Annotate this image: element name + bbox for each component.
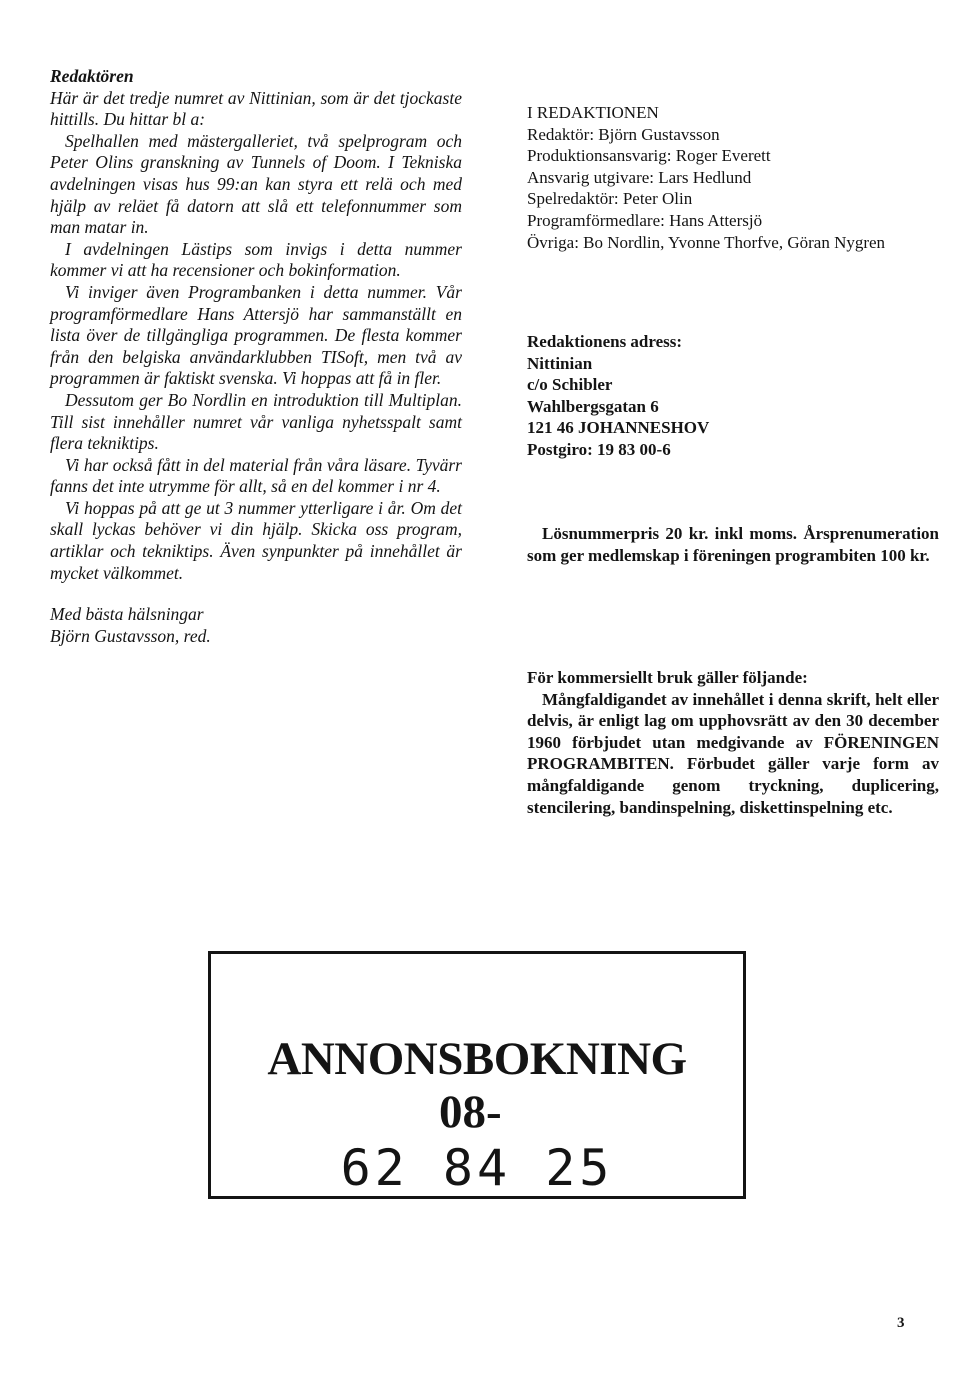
- editorial-heading: Redaktören: [50, 66, 134, 86]
- editorial-closing: Med bästa hälsningar: [50, 604, 204, 625]
- editorial-paragraph: Vi hoppas på att ge ut 3 nummer ytterligare i år. Om det skall lyckas behöver vi din hjälp. Skicka oss program, artiklar och tekniktips. Även synpunkter på innehållet är mycket välkommet.: [50, 497, 462, 583]
- staff-line: Ansvarig utgivare: Lars Hedlund: [527, 167, 752, 187]
- staff-line: Övriga: Bo Nordlin, Yvonne Thorfve, Göran Nygren: [527, 232, 886, 252]
- copyright-section: [527, 667, 939, 818]
- ad-title: ANNONSBOKNING: [267, 1033, 687, 1085]
- staff-line: Programförmedlare: Hans Attersjö: [527, 210, 763, 230]
- address-line: Nittinian: [527, 353, 593, 373]
- ad-box: [208, 951, 746, 1199]
- editorial-paragraph: Vi inviger även Programbanken i detta nummer. Vår programförmedlare Hans Attersjö har sammanställt en lista över de tillgängliga programmen. De flesta kommer från den belgiska användarklubben TISoft, men två av programmen är faktiskt svenska. Vi hoppas att få in fler.: [50, 281, 462, 389]
- address-heading: Redaktionens adress:: [527, 332, 683, 351]
- staff-line: Spelredaktör: Peter Olin: [527, 189, 693, 209]
- ad-phone-prefix: 08-: [439, 1086, 502, 1138]
- copyright-heading: För kommersiellt bruk gäller följande:: [527, 668, 808, 687]
- staff-line: Produktionsansvarig: Roger Everett: [527, 146, 771, 166]
- editorial-paragraph: Spelhallen med mästergalleriet, två spelprogram och Peter Olins granskning av Tunnels of Doom. I Tekniska avdelningen visas hus 99:an kan styra ett relä och med hjälp av reläet få datorn att slå ett telefonnummer som man matar in.: [50, 130, 462, 238]
- address-section: [527, 331, 945, 461]
- copyright-text: Mångfaldigandet av innehållet i denna skrift, helt eller delvis, är enligt lag om upphovsrätt av den 30 december 1960 förbjudet utan medgivande av FÖRENINGEN PROGRAMBITEN. Förbudet gäller varje form av mångfaldigande genom tryckning, duplicering, stencilering, bandinspelning, diskettinspelning etc.: [527, 689, 939, 817]
- editorial-paragraph: Här är det tredje numret av Nittinian, som är det tjockaste hittills. Du hittar bl a:: [50, 87, 462, 130]
- ad-phone-number: 62 84 25: [340, 1139, 614, 1197]
- page-number: 3: [897, 1315, 905, 1331]
- staff-heading: I REDAKTIONEN: [527, 103, 659, 122]
- staff-section: [527, 102, 945, 253]
- address-line: c/o Schibler: [527, 375, 613, 395]
- address-line: Wahlbergsgatan 6: [527, 396, 659, 416]
- editorial-column: [50, 66, 462, 647]
- staff-line: Redaktör: Björn Gustavsson: [527, 124, 720, 144]
- postgiro: Postgiro: 19 83 00-6: [527, 439, 671, 459]
- editorial-paragraph: Vi har också fått in del material från våra läsare. Tyvärr fanns det inte utrymme för allt, så en del kommer i nr 4.: [50, 454, 462, 497]
- price-info: Lösnummerpris 20 kr. inkl moms. Årsprenumeration som ger medlemskap i föreningen programbiten 100 kr.: [527, 524, 939, 565]
- editorial-signature: Björn Gustavsson, red.: [50, 625, 211, 646]
- address-line: 121 46 JOHANNESHOV: [527, 418, 710, 438]
- editorial-paragraph: Dessutom ger Bo Nordlin en introduktion till Multiplan. Till sist innehåller numret vår vanliga nyhetsspalt samt flera tekniktips.: [50, 389, 462, 454]
- editorial-paragraph: I avdelningen Lästips som invigs i detta nummer kommer vi att ha recensioner och bokinformation.: [50, 238, 462, 281]
